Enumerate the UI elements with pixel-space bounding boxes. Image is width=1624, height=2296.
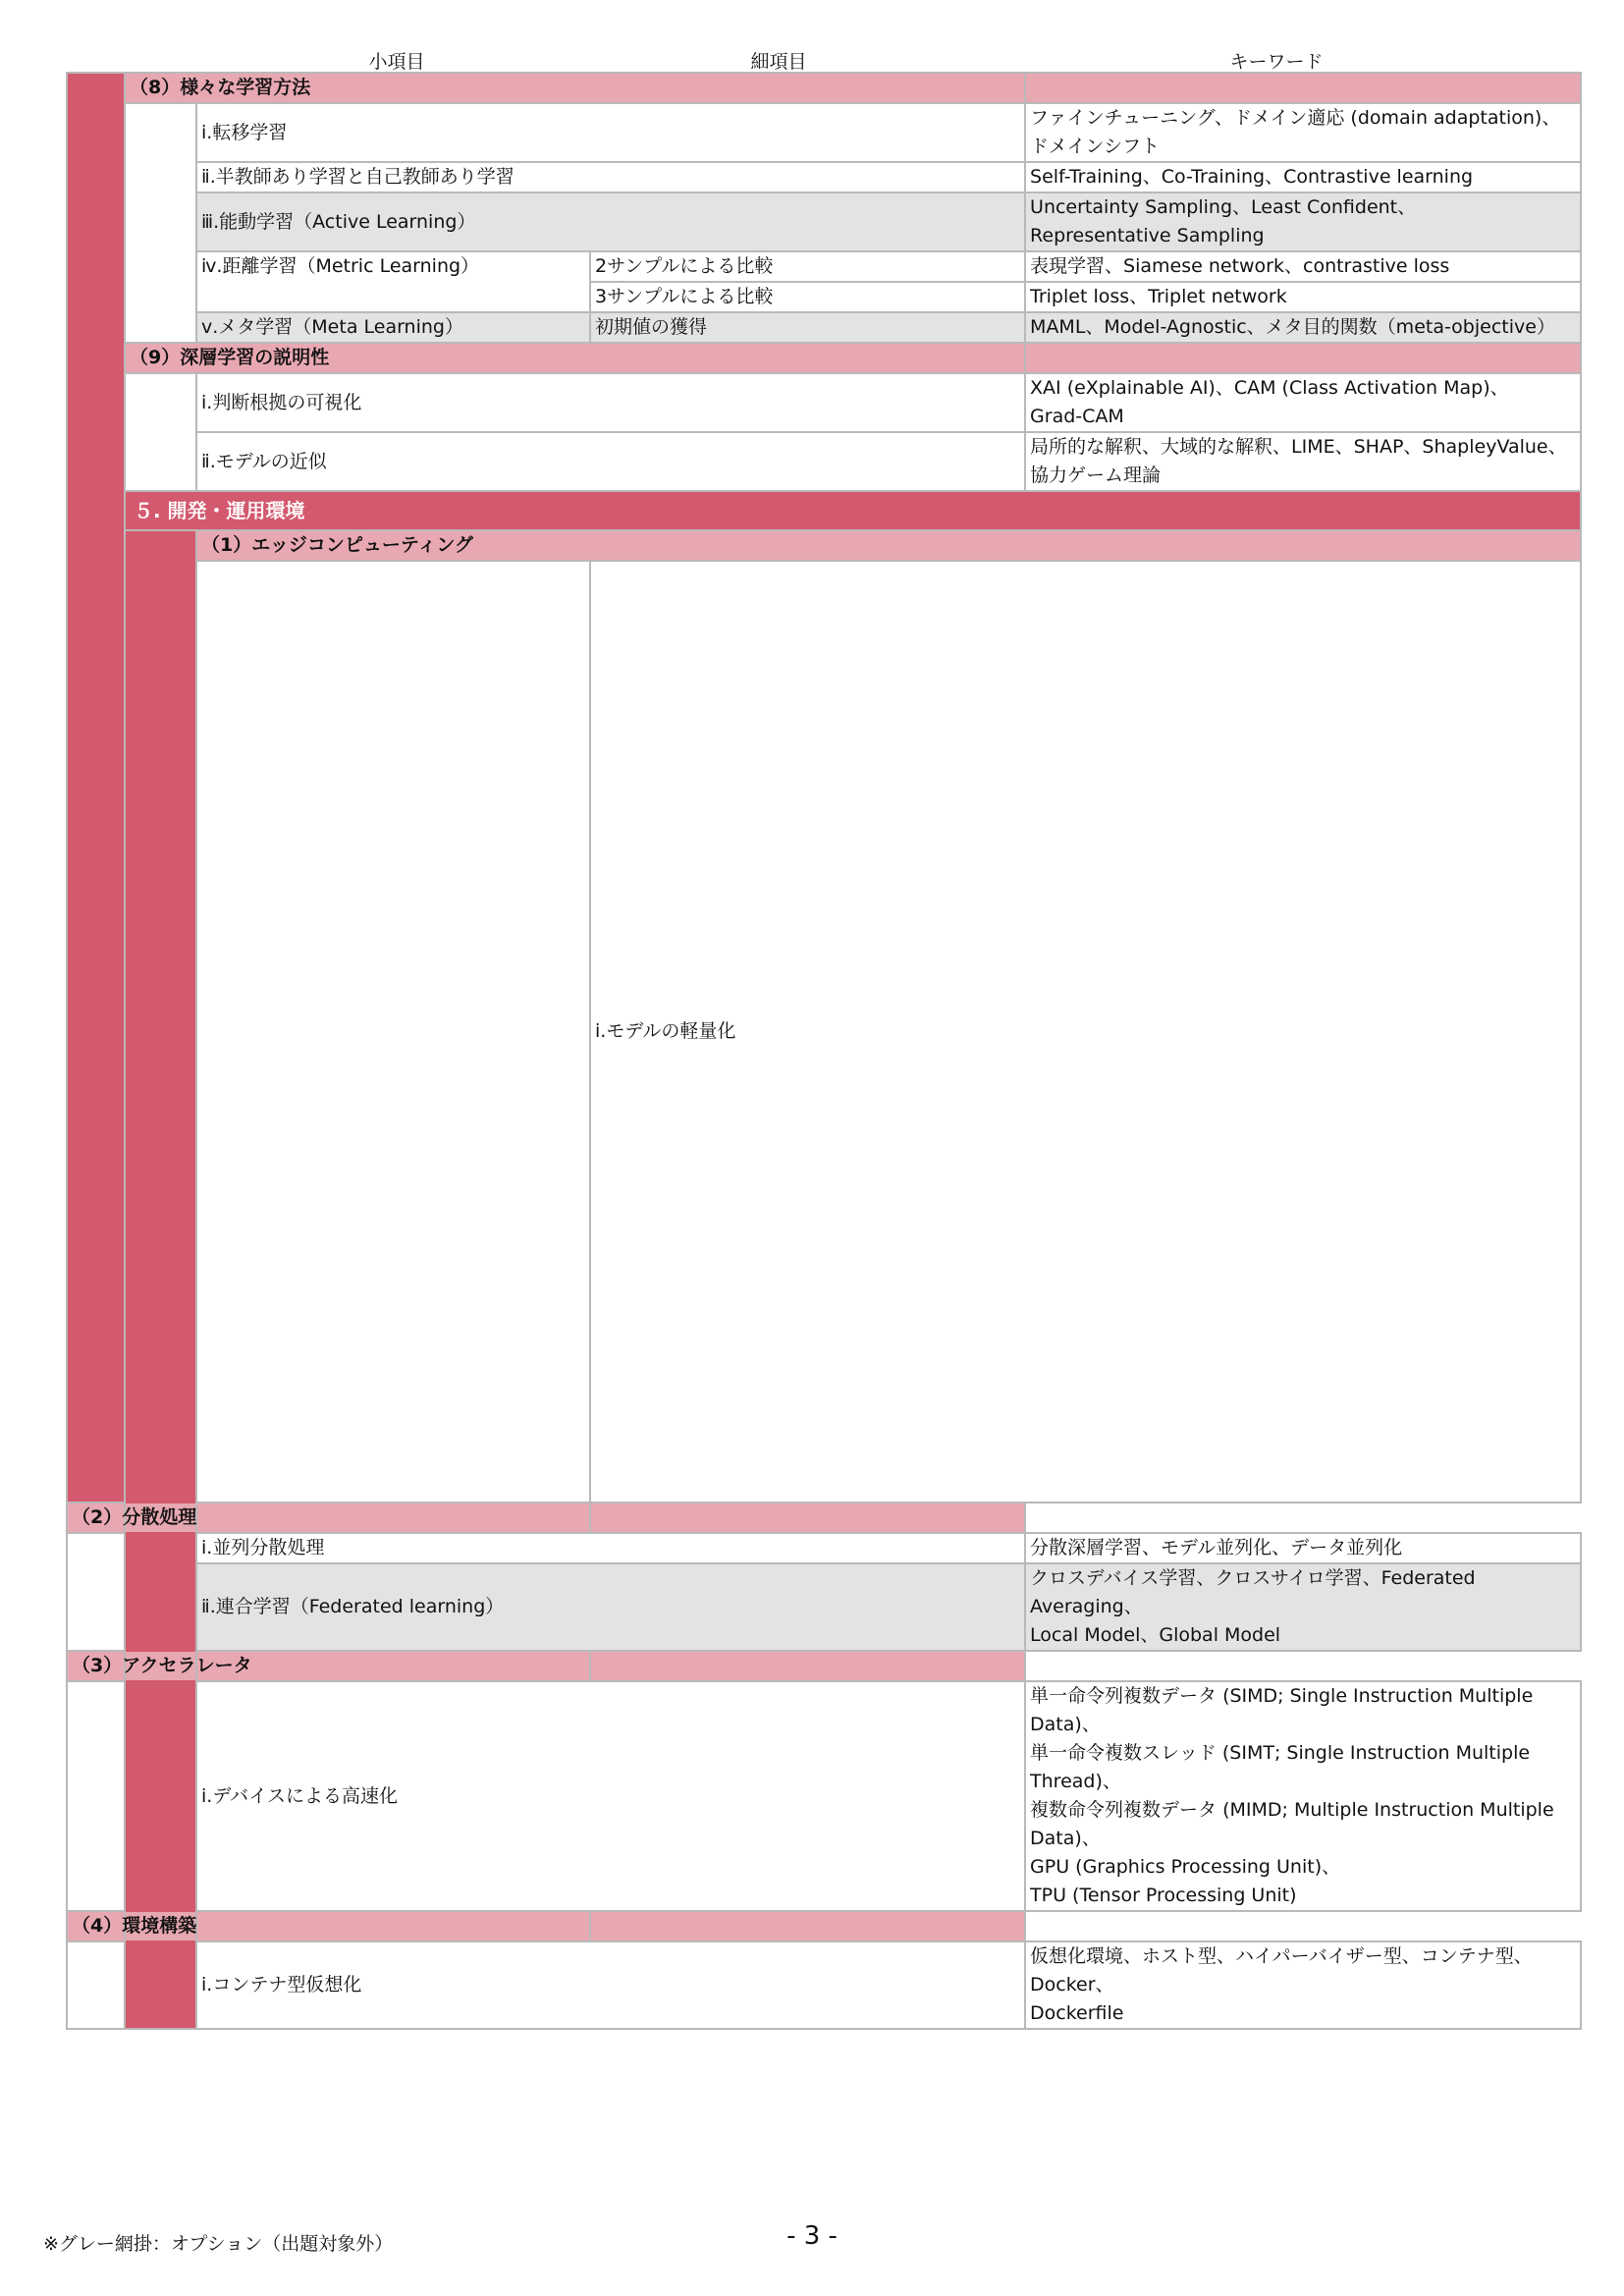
category-row: [67, 343, 1581, 373]
item-label: ⅴ.メタ学習（Meta Learning）: [196, 312, 590, 343]
table-row: [67, 103, 1581, 162]
keyword-line: Triplet loss、Triplet network: [1030, 286, 1287, 307]
keyword-cell: [1025, 1941, 1581, 2029]
table-row: [67, 561, 1581, 1503]
item-label: ⅰ.モデルの軽量化: [590, 561, 1581, 1503]
indent-cell: [67, 1681, 125, 1911]
table-row: [67, 162, 1581, 192]
keyword-line: Dockerfile: [1030, 2002, 1124, 2024]
keyword-line: Representative Sampling: [1030, 225, 1265, 246]
table-row: [67, 1941, 1581, 2029]
keyword-cell: [1025, 103, 1581, 162]
category-title: （3）アクセラレータ: [67, 1651, 590, 1681]
category-title: （2）分散処理: [67, 1503, 590, 1533]
category-keyword-cell: [1025, 73, 1581, 103]
keyword-line: XAI (eXplainable AI)、CAM (Class Activation Map)、: [1030, 377, 1509, 399]
item-label: ⅱ.半教師あり学習と自己教師あり学習: [196, 162, 1025, 192]
keyword-line: 分散深層学習、モデル並列化、データ並列化: [1030, 1537, 1403, 1558]
detail-item: 3サンプルによる比較: [590, 282, 1025, 312]
table-row: [67, 251, 1581, 282]
keyword-line: Uncertainty Sampling、Least Confident、: [1030, 196, 1417, 218]
item-label: ⅱ.モデルの近似: [196, 432, 1025, 491]
keyword-line: 単一命令列複数データ (SIMD; Single Instruction Multiple Data)、: [1030, 1685, 1534, 1735]
keyword-cell: [1025, 1563, 1581, 1651]
indent-cell: [67, 1533, 125, 1651]
keyword-line: Local Model、Global Model: [1030, 1624, 1281, 1646]
table-row: [67, 1681, 1581, 1911]
keyword-cell: [1025, 251, 1581, 282]
category-row: [67, 530, 1581, 561]
category-title: （9）深層学習の説明性: [125, 343, 1025, 373]
table-row: [67, 432, 1581, 491]
column-header-detail-item: 細項目: [750, 51, 807, 73]
indent-cell: [196, 561, 590, 1503]
item-label: ⅰ.判断根拠の可視化: [196, 373, 1025, 432]
keyword-line: 仮想化環境、ホスト型、ハイパーバイザー型、コンテナ型、Docker、: [1030, 1945, 1533, 1995]
item-label: ⅰ.転移学習: [196, 103, 1025, 162]
category-title: （4）環境構築: [67, 1911, 590, 1941]
indent-cell: [125, 103, 196, 343]
keyword-line: 表現学習、Siamese network、contrastive loss: [1030, 255, 1450, 277]
keyword-cell: [1025, 162, 1581, 192]
category-row: [67, 1911, 1581, 1941]
keyword-cell: [1025, 432, 1581, 491]
category-keyword-cell: [1025, 343, 1581, 373]
keyword-line: クロスデバイス学習、クロスサイロ学習、Federated Averaging、: [1030, 1567, 1476, 1617]
column-header-small-item: 小項目: [368, 51, 425, 73]
detail-item: 初期値の獲得: [590, 312, 1025, 343]
category-keyword-cell: [590, 1651, 1025, 1681]
table-row: [67, 1533, 1581, 1563]
keyword-line: 単一命令複数スレッド (SIMT; Single Instruction Multiple Thread)、: [1030, 1742, 1531, 1792]
keyword-line: ファインチューニング、ドメイン適応 (domain adaptation)、: [1030, 107, 1561, 129]
indent-cell: [125, 373, 196, 491]
keyword-line: Grad-CAM: [1030, 406, 1124, 427]
keyword-line: 局所的な解釈、大域的な解釈、LIME、SHAP、ShapleyValue、: [1030, 436, 1567, 458]
keyword-cell: [1025, 373, 1581, 432]
keyword-cell: [1025, 282, 1581, 312]
table-row: [67, 373, 1581, 432]
chapter-row: [67, 491, 1581, 530]
item-label: ⅳ.距離学習（Metric Learning）: [196, 251, 590, 312]
keyword-cell: [1025, 1533, 1581, 1563]
keyword-line: 複数命令列複数データ (MIMD; Multiple Instruction Multiple Data)、: [1030, 1799, 1554, 1849]
category-keyword-cell: [590, 1911, 1025, 1941]
keyword-cell: [1025, 1681, 1581, 1911]
keyword-line: GPU (Graphics Processing Unit)、: [1030, 1856, 1341, 1878]
category-row: [67, 1651, 1581, 1681]
keyword-line: ドメインシフト: [1030, 136, 1160, 157]
detail-item: 2サンプルによる比較: [590, 251, 1025, 282]
chapter-marker: [125, 530, 196, 2029]
chapter-title: ５. 開発・運用環境: [125, 491, 1581, 530]
page-number: - 3 -: [786, 2221, 838, 2251]
keyword-line: 協力ゲーム理論: [1030, 465, 1162, 486]
category-row: [67, 73, 1581, 103]
item-label: ⅰ.コンテナ型仮想化: [196, 1941, 1025, 2029]
item-label: ⅱ.連合学習（Federated learning）: [196, 1563, 1025, 1651]
category-title: （8）様々な学習方法: [125, 73, 1025, 103]
keyword-cell: [1025, 192, 1581, 251]
table-row-optional: [67, 1563, 1581, 1651]
keyword-line: TPU (Tensor Processing Unit): [1030, 1885, 1297, 1906]
keyword-cell: [1025, 312, 1581, 343]
item-label: ⅰ.デバイスによる高速化: [196, 1681, 1025, 1911]
keyword-line: Self-Training、Co-Training、Contrastive learning: [1030, 166, 1474, 188]
indent-cell: [67, 1941, 125, 2029]
syllabus-table: [66, 72, 1582, 2030]
category-row: [67, 1503, 1581, 1533]
item-label: ⅲ.能動学習（Active Learning）: [196, 192, 1025, 251]
category-keyword-cell: [590, 1503, 1025, 1533]
table-row-optional: [67, 192, 1581, 251]
category-title: （1）エッジコンピューティング: [196, 530, 1581, 561]
item-label: ⅰ.並列分散処理: [196, 1533, 1025, 1563]
footnote: ※グレー網掛：オプション（出題対象外）: [43, 2233, 394, 2255]
keyword-line: MAML、Model-Agnostic、メタ目的関数（meta-objective）: [1030, 316, 1555, 338]
chapter-marker: [67, 73, 125, 1503]
table-row-optional: [67, 312, 1581, 343]
column-header-keyword: キーワード: [1229, 51, 1324, 73]
